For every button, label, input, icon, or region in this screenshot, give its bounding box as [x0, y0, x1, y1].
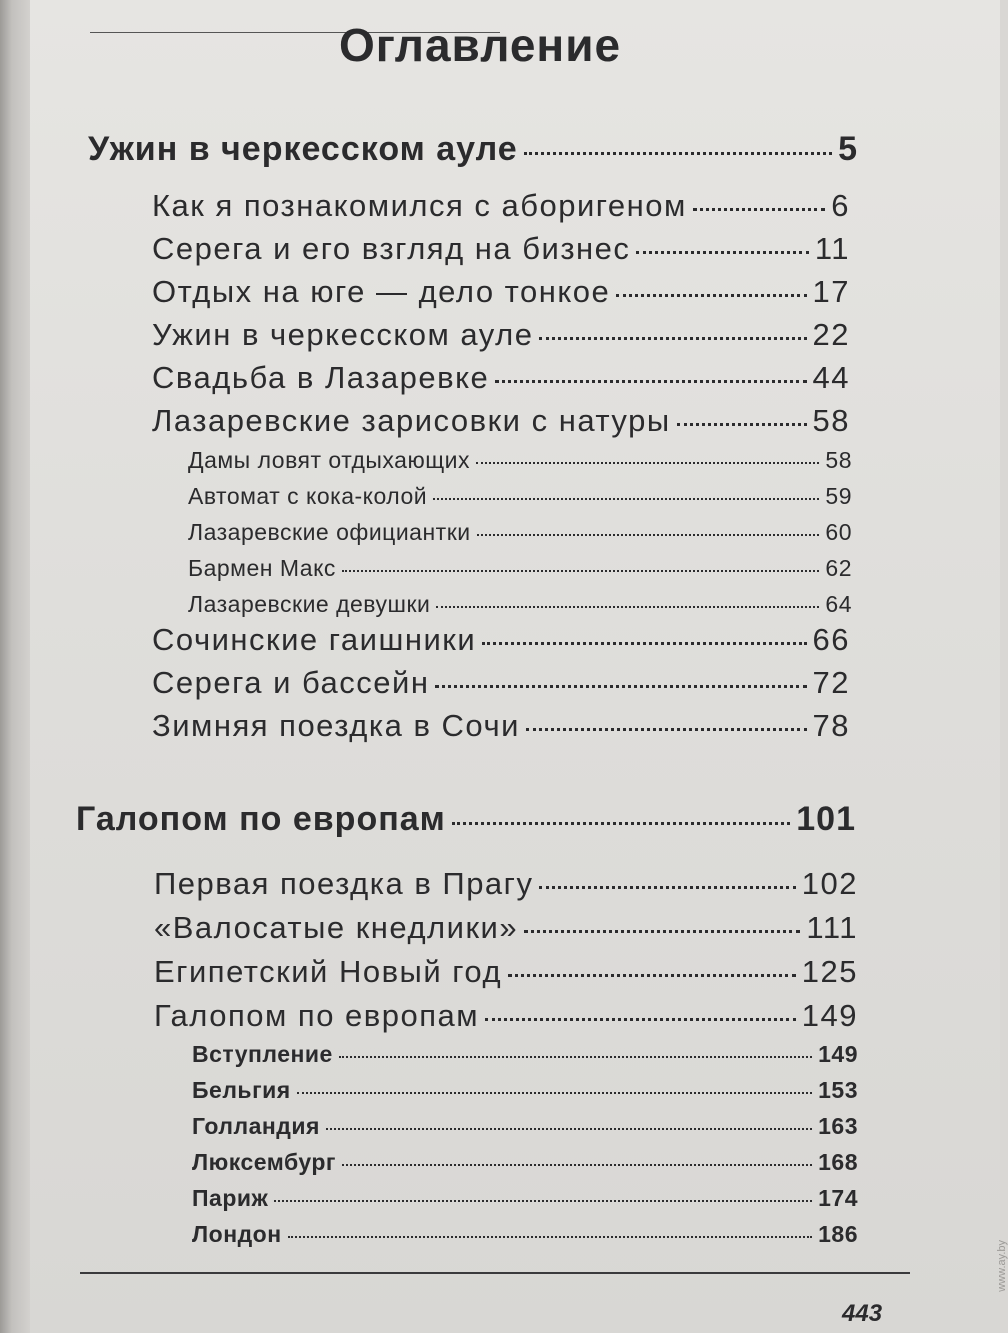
- dot-leader: [342, 1164, 812, 1166]
- toc-entry-page: 17: [812, 274, 850, 309]
- dot-leader: [297, 1092, 812, 1094]
- toc-entry: [152, 231, 850, 267]
- toc-subentry: [192, 1185, 858, 1212]
- toc-entry-label: Свадьба в Лазаревке: [152, 360, 490, 395]
- toc-section-label: Ужин в черкесском ауле: [88, 130, 518, 168]
- toc-subentry-page: 149: [818, 1041, 858, 1067]
- bottom-rule: [80, 1272, 910, 1274]
- toc-entry-label: Сочинские гаишники: [152, 622, 477, 657]
- dot-leader: [524, 152, 832, 155]
- toc-subentry-page: 62: [825, 555, 852, 581]
- dot-leader: [476, 462, 819, 464]
- toc-subentry-page: 64: [825, 591, 852, 617]
- toc-entry-label: Зимняя поездка в Сочи: [152, 708, 520, 743]
- toc-entry-label: Серега и бассейн: [152, 665, 430, 700]
- toc-entry: [154, 954, 858, 990]
- dot-leader: [616, 294, 806, 297]
- book-page: [30, 0, 1000, 1333]
- toc-subentry: [192, 1113, 858, 1140]
- dot-leader: [485, 1018, 796, 1021]
- toc-subentry-label: Париж: [192, 1185, 269, 1211]
- dot-leader: [433, 498, 819, 500]
- toc-subentry-page: 186: [818, 1221, 858, 1247]
- toc-entry-page: 149: [801, 998, 858, 1033]
- toc-subentry: [188, 447, 852, 474]
- dot-leader: [677, 423, 807, 426]
- toc-entry-page: 44: [812, 360, 850, 395]
- toc-entry: [154, 998, 858, 1034]
- book-binding: [0, 0, 30, 1333]
- toc-subentry-label: Бельгия: [192, 1077, 291, 1103]
- dot-leader: [482, 642, 806, 645]
- dot-leader: [524, 930, 800, 933]
- toc-entry-page: 66: [812, 622, 850, 657]
- toc-entry-label: Серега и его взгляд на бизнес: [152, 231, 631, 266]
- toc-subentry: [188, 519, 852, 546]
- toc-entry: [152, 403, 850, 439]
- toc-subentry-page: 59: [825, 483, 852, 509]
- toc-entry-page: 6: [831, 188, 850, 223]
- dot-leader: [342, 570, 820, 572]
- toc-subentry-label: Голландия: [192, 1113, 320, 1139]
- dot-leader: [436, 606, 819, 608]
- dot-leader: [539, 886, 795, 889]
- toc-entry: [152, 708, 850, 744]
- page-title: Оглавление: [338, 19, 622, 71]
- toc-subentry-label: Дамы ловят отдыхающих: [188, 447, 470, 473]
- toc-entry-page: 78: [812, 708, 850, 743]
- toc-subentry-page: 174: [818, 1185, 858, 1211]
- dot-leader: [495, 380, 806, 383]
- toc-entry-page: 72: [812, 665, 850, 700]
- toc-entry-label: Первая поездка в Прагу: [154, 866, 534, 901]
- toc-subentry: [192, 1041, 858, 1068]
- toc-subentry-label: Лазаревские девушки: [188, 591, 431, 617]
- toc-entry-page: 11: [814, 231, 850, 266]
- toc-entry: [152, 622, 850, 658]
- toc-section-page: 5: [838, 130, 858, 168]
- toc-subentry: [192, 1077, 858, 1104]
- toc-subentry-label: Вступление: [192, 1041, 333, 1067]
- toc-entry: [154, 866, 858, 902]
- toc-subentry: [188, 555, 852, 582]
- dot-leader: [435, 685, 806, 688]
- toc-entry-page: 58: [812, 403, 850, 438]
- toc-entry-label: Как я познакомился с аборигеном: [152, 188, 687, 223]
- toc-entry-label: «Валосатые кнедлики»: [154, 910, 519, 945]
- toc-subentry-label: Люксембург: [192, 1149, 336, 1175]
- toc-entry-label: Лазаревские зарисовки с натуры: [152, 403, 671, 438]
- toc-entry-label: Египетский Новый год: [154, 954, 503, 989]
- toc-subentry-label: Автомат с кока-колой: [188, 483, 428, 509]
- dot-leader: [526, 728, 807, 731]
- watermark: www.ay.by: [996, 1240, 1008, 1292]
- toc-subentry-page: 163: [818, 1113, 858, 1139]
- toc-subentry-label: Бармен Макс: [188, 555, 336, 581]
- toc-subentry-page: 153: [818, 1077, 858, 1103]
- toc-entry-label: Отдых на юге — дело тонкое: [152, 274, 611, 309]
- toc-subentry-page: 60: [825, 519, 852, 545]
- toc-entry-page: 102: [801, 866, 858, 901]
- toc-entry: [152, 188, 850, 224]
- toc-section-label: Галопом по европам: [76, 800, 446, 838]
- dot-leader: [288, 1236, 813, 1238]
- toc-subentry-label: Лондон: [192, 1221, 282, 1247]
- dot-leader: [539, 337, 806, 340]
- toc-entry: [152, 360, 850, 396]
- toc-entry-page: 125: [801, 954, 858, 989]
- dot-leader: [693, 208, 825, 211]
- toc-section: [76, 800, 856, 839]
- toc-entry: [152, 274, 850, 310]
- dot-leader: [326, 1128, 812, 1130]
- toc-entry: [152, 665, 850, 701]
- dot-leader: [636, 251, 808, 254]
- toc-entry-page: 111: [806, 910, 858, 945]
- toc-subentry: [188, 591, 852, 618]
- toc-section-page: 101: [796, 800, 856, 838]
- dot-leader: [477, 534, 820, 536]
- page-number: 443: [842, 1300, 883, 1327]
- toc-subentry-label: Лазаревские официантки: [188, 519, 471, 545]
- toc-subentry: [188, 483, 852, 510]
- toc-entry-label: Ужин в черкесском ауле: [152, 317, 534, 352]
- toc-section: [88, 130, 858, 169]
- toc-entry: [152, 317, 850, 353]
- toc-entry-page: 22: [812, 317, 850, 352]
- toc-subentry: [192, 1221, 858, 1248]
- dot-leader: [339, 1056, 812, 1058]
- toc-subentry: [192, 1149, 858, 1176]
- dot-leader: [508, 974, 796, 977]
- dot-leader: [274, 1200, 812, 1202]
- toc-entry: [154, 910, 858, 946]
- dot-leader: [452, 822, 790, 825]
- toc-subentry-page: 168: [818, 1149, 858, 1175]
- toc-entry-label: Галопом по европам: [154, 998, 480, 1033]
- toc-subentry-page: 58: [825, 447, 852, 473]
